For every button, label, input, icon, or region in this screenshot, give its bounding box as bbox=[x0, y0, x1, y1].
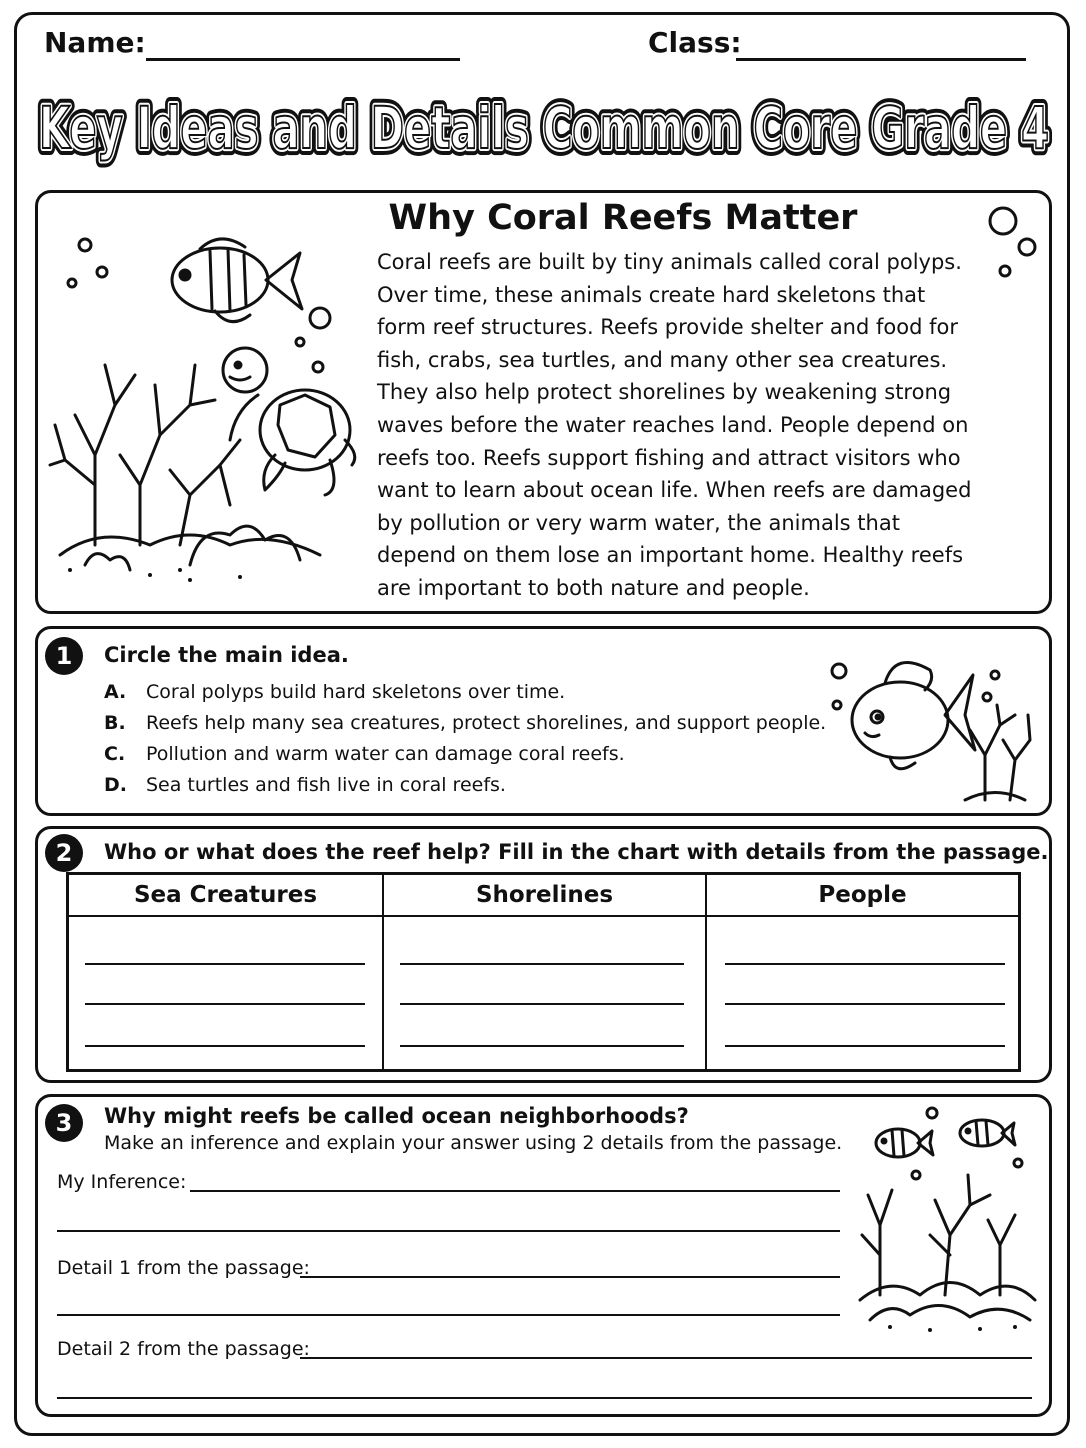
bubble-icon bbox=[296, 338, 304, 346]
question-2-prompt: Who or what does the reef help? Fill in the chart with details from the passage. bbox=[104, 840, 1049, 864]
question-3-instruction: Make an inference and explain your answer using 2 details from the passage. bbox=[104, 1132, 843, 1154]
svg-text:Key Ideas and Details Common C: Key Ideas and Details Common Core Grade 4 bbox=[39, 94, 1049, 162]
people-answer-cell[interactable] bbox=[706, 916, 1020, 1071]
option-a-text[interactable]: Coral polyps build hard skeletons over time. bbox=[146, 681, 566, 703]
bubble-icon bbox=[313, 362, 323, 372]
bubble-icon bbox=[991, 671, 999, 679]
bubble-icon bbox=[79, 239, 91, 251]
bubble-icon bbox=[68, 279, 76, 287]
sea-creatures-answer-cell[interactable] bbox=[68, 916, 384, 1071]
answer-line[interactable] bbox=[400, 1045, 684, 1047]
bubble-icon bbox=[927, 1108, 937, 1118]
question-1-prompt: Circle the main idea. bbox=[104, 643, 349, 667]
inference-line-2[interactable] bbox=[57, 1230, 840, 1232]
bubble-icon bbox=[97, 267, 107, 277]
answer-line[interactable] bbox=[85, 963, 365, 965]
bubble-icon bbox=[1014, 1159, 1022, 1167]
question-3-number: 3 bbox=[45, 1104, 83, 1142]
option-b-text[interactable]: Reefs help many sea creatures, protect shorelines, and support people. bbox=[146, 712, 827, 734]
fish-coral-illustration bbox=[825, 645, 1040, 805]
coral-icon bbox=[860, 1175, 1035, 1320]
name-field[interactable] bbox=[146, 58, 460, 61]
answer-line[interactable] bbox=[400, 963, 684, 965]
answer-line[interactable] bbox=[725, 1003, 1005, 1005]
option-c-text[interactable]: Pollution and warm water can damage coral reefs. bbox=[146, 743, 625, 765]
fish-icon bbox=[876, 1129, 933, 1157]
question-3-prompt: Why might reefs be called ocean neighborhoods? bbox=[104, 1104, 689, 1128]
answer-line[interactable] bbox=[85, 1045, 365, 1047]
bubble-icon bbox=[832, 664, 846, 678]
fish-icon bbox=[852, 662, 975, 768]
bubble-icon bbox=[1019, 239, 1035, 255]
bubble-icon bbox=[983, 693, 991, 701]
sea-turtle-icon bbox=[223, 348, 355, 495]
class-field[interactable] bbox=[736, 58, 1026, 61]
option-c-letter[interactable]: C. bbox=[104, 743, 126, 765]
fish-icon bbox=[960, 1120, 1015, 1146]
detail-2-line-2[interactable] bbox=[57, 1397, 1032, 1399]
passage-title: Why Coral Reefs Matter bbox=[388, 198, 858, 238]
details-chart bbox=[66, 872, 1021, 1072]
inference-line[interactable] bbox=[190, 1190, 840, 1192]
svg-text:Key Ideas and Details Common C: Key Ideas and Details Common Core Grade 4 bbox=[39, 94, 1049, 162]
inference-label: My Inference: bbox=[57, 1171, 187, 1193]
bubble-icon bbox=[1000, 266, 1010, 276]
name-label: Name: bbox=[44, 26, 146, 59]
bubble-icon bbox=[833, 701, 841, 709]
detail-1-line[interactable] bbox=[300, 1276, 840, 1278]
coral-reef-illustration bbox=[40, 225, 370, 595]
shorelines-answer-cell[interactable] bbox=[383, 916, 706, 1071]
detail-1-line-2[interactable] bbox=[57, 1314, 840, 1316]
question-2-number: 2 bbox=[45, 834, 83, 872]
bubble-icon bbox=[310, 308, 330, 328]
question-1-number: 1 bbox=[45, 637, 83, 675]
fish-icon bbox=[172, 239, 302, 322]
option-a-letter[interactable]: A. bbox=[104, 681, 127, 703]
detail-2-line[interactable] bbox=[300, 1357, 1032, 1359]
option-d-text[interactable]: Sea turtles and fish live in coral reefs. bbox=[146, 774, 506, 796]
answer-line[interactable] bbox=[725, 1045, 1005, 1047]
option-d-letter[interactable]: D. bbox=[104, 774, 127, 796]
detail-2-label: Detail 2 from the passage: bbox=[57, 1338, 310, 1360]
bubbles-decoration bbox=[985, 205, 1045, 285]
answer-line[interactable] bbox=[725, 963, 1005, 965]
column-header-shorelines: Shorelines bbox=[383, 874, 706, 917]
reef-fish-illustration bbox=[850, 1105, 1040, 1335]
answer-line[interactable] bbox=[400, 1003, 684, 1005]
worksheet-title bbox=[34, 78, 1054, 178]
answer-line[interactable] bbox=[85, 1003, 365, 1005]
column-header-people: People bbox=[706, 874, 1020, 917]
passage-text: Coral reefs are built by tiny animals called coral polyps. Over time, these animals create hard skeletons that form reef structures. Reefs provide shelter and food for fish, crabs, sea turtles, and many other sea creatures. They also help protect shorelines by weakening strong waves before the water reaches land. People depend on reefs too. Reefs support fishing and attract visitors who want to learn about ocean life. When reefs are damaged by pollution or very warm water, the animals that depend on them lose an important home. Healthy reefs are important to both nature and people. bbox=[377, 250, 972, 600]
bubble-icon bbox=[990, 208, 1016, 234]
bubble-icon bbox=[912, 1171, 920, 1179]
option-b-letter[interactable]: B. bbox=[104, 712, 126, 734]
coral-icon bbox=[965, 705, 1030, 800]
column-header-sea-creatures: Sea Creatures bbox=[68, 874, 384, 917]
class-label: Class: bbox=[648, 26, 742, 59]
detail-1-label: Detail 1 from the passage: bbox=[57, 1257, 310, 1279]
svg-text:Key Ideas and Details Common C: Key Ideas and Details Common Core Grade 4 bbox=[39, 94, 1049, 162]
